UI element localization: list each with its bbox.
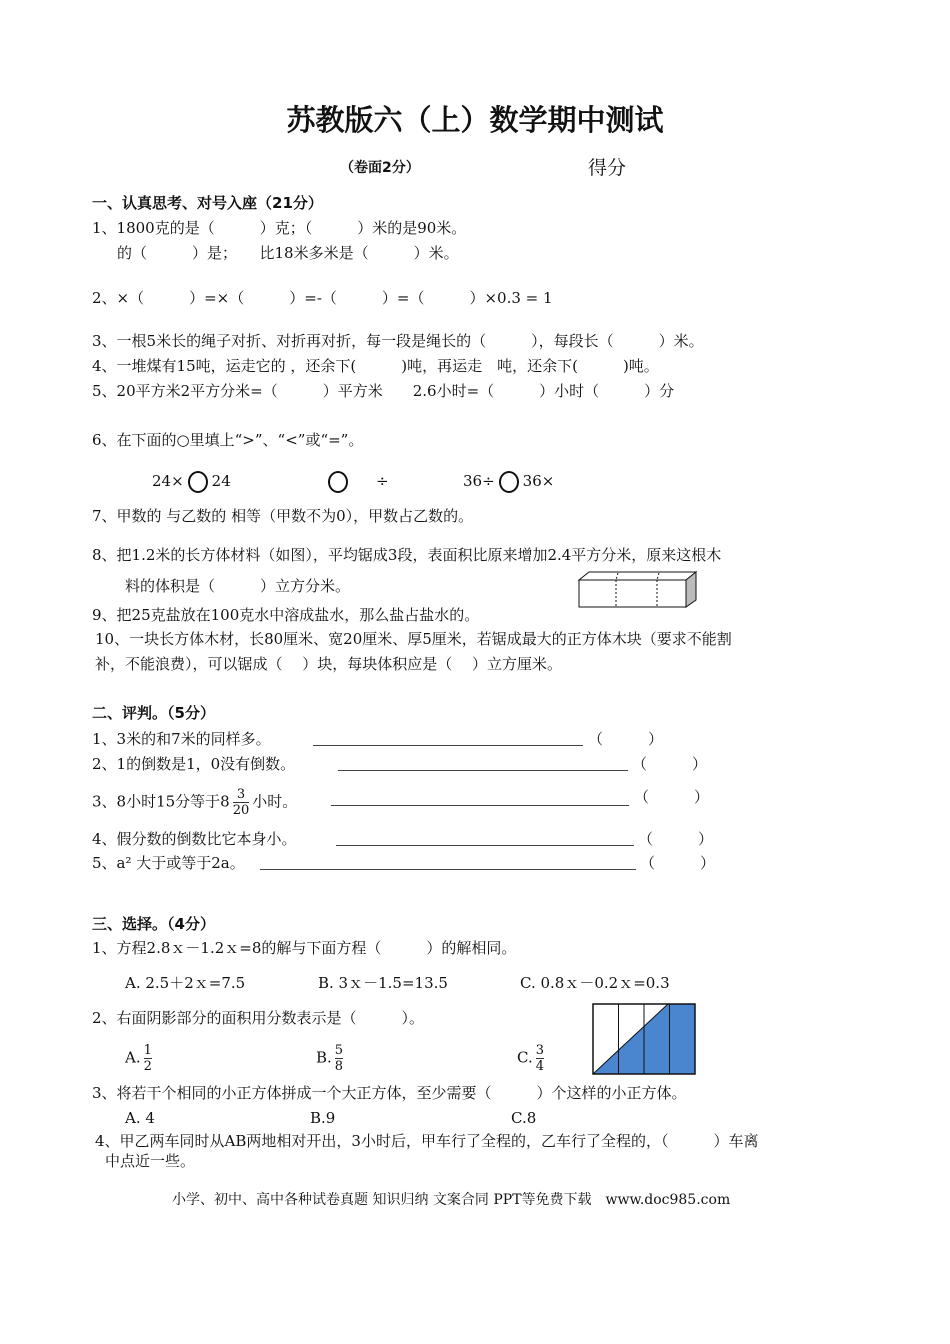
q8a: 8、把1.2米的长方体材料（如图），平均锯成3段，表面积比原来增加2.4平方分米，原来这根木 <box>92 546 722 564</box>
option[interactable]: B. 3ｘ－1.5=13.5 <box>318 974 448 992</box>
denominator: 8 <box>334 1059 344 1074</box>
option-label: B. <box>316 1048 332 1067</box>
choice-4a: 4、甲乙两车同时从AB两地相对开出，3小时后，甲车行了全程的，乙车行了全程的，（ ）车离 <box>95 1132 759 1150</box>
q10b: 补，不能浪费），可以锯成（ ）块，每块体积应是（ ）立方厘米。 <box>95 655 563 673</box>
option[interactable]: B.9 <box>310 1109 336 1127</box>
judge-paren[interactable]: （ ） <box>638 830 714 848</box>
judge-5: 5、a² 大于或等于2a。 <box>92 854 245 872</box>
page-title: 苏教版六（上）数学期中测试 <box>286 103 664 137</box>
section3-heading: 三、选择。（4分） <box>92 915 215 933</box>
numerator: 1 <box>143 1043 152 1058</box>
answer-line <box>260 869 636 870</box>
q6-e2: ÷ <box>376 472 389 490</box>
fraction <box>335 1043 343 1074</box>
subtitle: （卷面2分） <box>340 160 420 176</box>
q6-expr1 <box>152 471 231 493</box>
q3: 3、一根5米长的绳子对折、对折再对折，每一段是绳长的（ ），每段长（ ）米。 <box>92 332 704 350</box>
choice-2: 2、右面阴影部分的面积用分数表示是（ ）。 <box>92 1009 425 1027</box>
q7: 7、甲数的 与乙数的 相等（甲数不为0），甲数占乙数的。 <box>92 507 474 525</box>
compare-circle[interactable] <box>188 471 208 493</box>
option[interactable] <box>517 1043 547 1074</box>
cuboid-figure <box>576 570 700 610</box>
judge-paren[interactable]: （ ） <box>640 854 716 872</box>
shaded-rectangle-figure-full <box>592 1003 696 1075</box>
fraction <box>233 787 250 818</box>
answer-line <box>336 845 634 846</box>
option[interactable]: C. 0.8ｘ－0.2ｘ=0.3 <box>520 974 670 992</box>
judge-1: 1、3米的和7米的同样多。 <box>92 730 271 748</box>
fraction <box>144 1043 152 1074</box>
section2-heading: 二、评判。（5分） <box>92 704 215 722</box>
option[interactable]: A. 2.5＋2ｘ=7.5 <box>125 974 246 992</box>
numerator: 3 <box>233 787 250 803</box>
judge-3 <box>92 787 297 818</box>
option-label: C. <box>517 1048 533 1067</box>
q6-e3b: 36× <box>522 472 555 490</box>
answer-line <box>331 805 629 806</box>
compare-circle[interactable] <box>499 471 519 493</box>
q6: 6、在下面的○里填上“>”、“<”或“=”。 <box>92 431 364 449</box>
compare-circle[interactable] <box>328 471 348 493</box>
q5: 5、20平方米2平方分米=（ ）平方米 2.6小时=（ ）小时（ ）分 <box>92 382 675 400</box>
q4: 4、一堆煤有15吨，运走它的 ，还余下( )吨，再运走 吨，还余下( )吨。 <box>92 357 659 375</box>
option[interactable]: A. 4 <box>125 1109 155 1127</box>
denominator: 20 <box>232 803 250 818</box>
answer-line <box>313 745 583 746</box>
judge-3-tail: 小时。 <box>252 792 298 811</box>
section1-heading: 一、认真思考、对号入座（21分） <box>92 194 323 212</box>
q10a: 10、一块长方体木材，长80厘米、宽20厘米、厚5厘米，若锯成最大的正方体木块（要求不能割 <box>95 630 732 648</box>
judge-paren[interactable]: （ ） <box>634 788 710 806</box>
fraction <box>536 1043 544 1074</box>
score-label: 得分 <box>588 157 627 179</box>
q1b: 的（ ）是； 比18米多米是（ ）米。 <box>117 244 459 262</box>
judge-paren[interactable]: （ ） <box>632 755 708 773</box>
judge-3-text: 3、8小时15分等于8 <box>92 792 230 811</box>
choice-3: 3、将若干个相同的小正方体拼成一个大正方体，至少需要（ ）个这样的小正方体。 <box>92 1084 687 1102</box>
q9: 9、把25克盐放在100克水中溶成盐水，那么盐占盐水的。 <box>92 606 480 624</box>
judge-2: 2、1的倒数是1，0没有倒数。 <box>92 755 296 773</box>
denominator: 4 <box>535 1059 544 1074</box>
option[interactable] <box>316 1043 346 1074</box>
option[interactable] <box>125 1043 155 1074</box>
q6-e1a: 24× <box>152 472 184 490</box>
option-label: A. <box>125 1048 141 1067</box>
denominator: 2 <box>143 1059 152 1074</box>
q2: 2、×（ ）=×（ ）=-（ ）=（ ）×0.3 = 1 <box>92 289 553 307</box>
q8b: 料的体积是（ ）立方分米。 <box>125 577 351 595</box>
q6-expr3 <box>463 471 554 493</box>
numerator: 5 <box>334 1043 344 1058</box>
choice-1: 1、方程2.8ｘ－1.2ｘ=8的解与下面方程（ ）的解相同。 <box>92 939 517 957</box>
option[interactable]: C.8 <box>511 1109 537 1127</box>
choice-4b: 中点近一些。 <box>105 1152 196 1170</box>
q1a: 1、1800克的是（ ）克；（ ）米的是90米。 <box>92 219 467 237</box>
judge-paren[interactable]: （ ） <box>588 730 664 748</box>
q6-e1b: 24 <box>211 472 231 490</box>
footer-text: 小学、初中、高中各种试卷真题 知识归纳 文案合同 PPT等免费下载 www.doc985.com <box>172 1192 731 1208</box>
judge-4: 4、假分数的倒数比它本身小。 <box>92 830 297 848</box>
q6-e3a: 36÷ <box>463 472 495 490</box>
numerator: 3 <box>535 1043 544 1058</box>
q6-expr2 <box>324 471 389 493</box>
answer-line <box>338 770 628 771</box>
